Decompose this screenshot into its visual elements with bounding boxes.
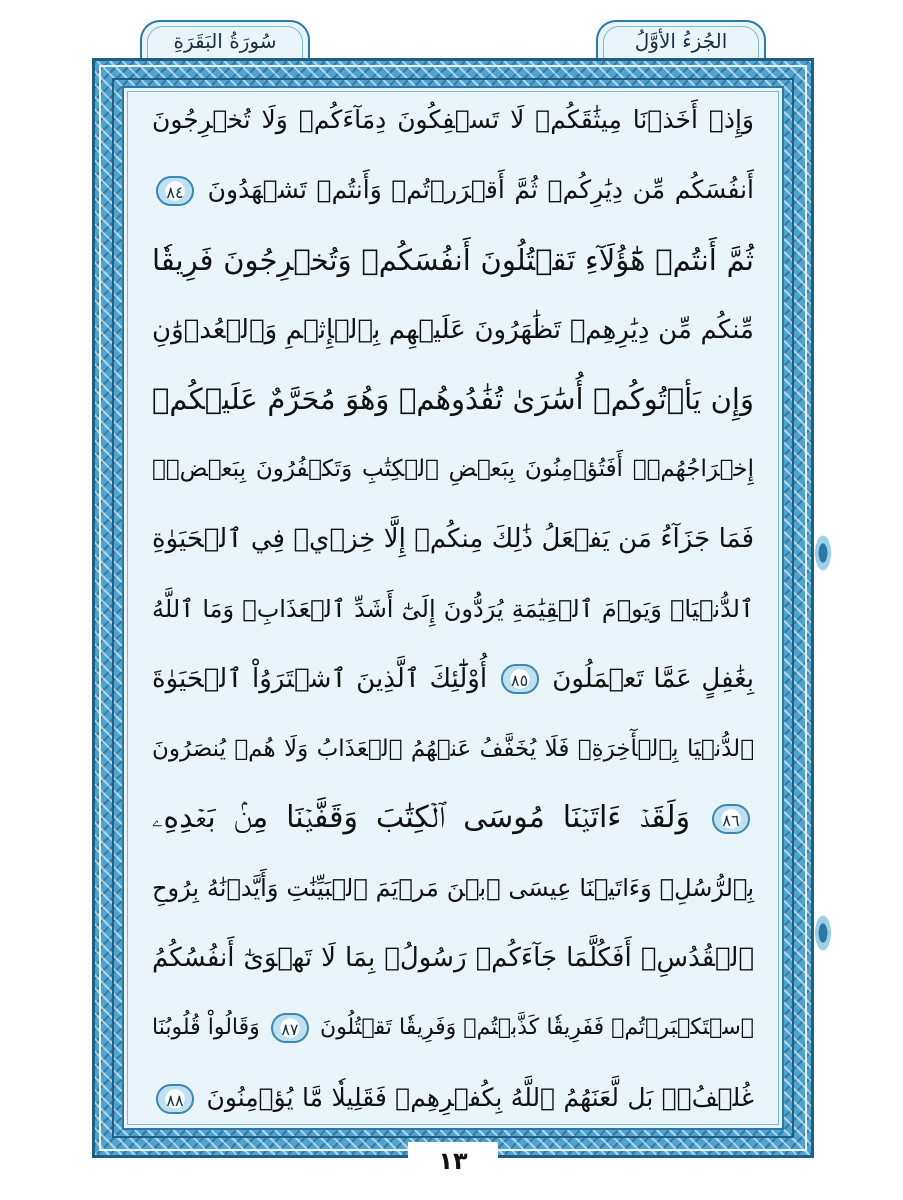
line-text: فَمَا جَزَآءُ مَن يَفۡعَلُ ذَٰلِكَ مِنكُمۡ إِلَّا خِزۡيٞ فِي ٱلۡحَيَوٰةِ: [152, 524, 754, 555]
line-text: ٱلدُّنۡيَا بِٱلۡأٓخِرَةِۖ فَلَا يُخَفَّفُ عَنۡهُمُ ٱلۡعَذَابُ وَلَا هُمۡ يُنصَرُونَ: [152, 735, 754, 762]
text-area: [122, 86, 784, 1130]
verse-line-12: [152, 868, 754, 908]
ayah-number-marker: ٨٧: [271, 1013, 309, 1043]
verse-line-14: [152, 1008, 754, 1048]
margin-medallion-icon: [813, 911, 833, 955]
line-text: وَإِذۡ أَخَذۡنَا مِيثَٰقَكُمۡ لَا تَسۡفِكُونَ دِمَآءَكُمۡ وَلَا تُخۡرِجُونَ: [152, 105, 754, 134]
line-text: بِٱلرُّسُلِۖ وَءَاتَيۡنَا عِيسَى ٱبۡنَ مَرۡيَمَ ٱلۡبَيِّنَٰتِ وَأَيَّدۡنَٰهُ بِرُوحِ: [152, 874, 754, 903]
verse-line-5: [152, 379, 754, 419]
ornamental-frame: [92, 58, 814, 1158]
line-text: مِّنكُم مِّن دِيَٰرِهِمۡ تَظَٰهَرُونَ عَلَيۡهِم بِٱلۡإِثۡمِ وَٱلۡعُدۡوَٰنِ: [152, 314, 754, 345]
verse-line-3: [152, 240, 754, 280]
ayah-number-marker: ٨٦: [712, 804, 750, 834]
line-text: إِخۡرَاجُهُمۡۚ أَفَتُؤۡمِنُونَ بِبَعۡضِ ٱلۡكِتَٰبِ وَتَكۡفُرُونَ بِبَعۡضٖۚ: [152, 456, 754, 483]
mushaf-page: [92, 20, 814, 1180]
verse-line-7: [152, 519, 754, 559]
line-text: ثُمَّ أَنتُمۡ هَٰٓؤُلَآءِ تَقۡتُلُونَ أَنفُسَكُمۡ وَتُخۡرِجُونَ فَرِيقٗا: [152, 242, 754, 277]
page-number: ١٣: [438, 1147, 468, 1175]
surah-name-label: سُورَةُ البَقَرَةِ: [173, 29, 277, 53]
juz-cartouche: [596, 20, 766, 60]
line-text: ٱلدُّنۡيَاۖ وَيَوۡمَ ٱلۡقِيَٰمَةِ يُرَدُّونَ إِلَىٰٓ أَشَدِّ ٱلۡعَذَابِۗ وَمَا ٱللَّهُ: [152, 594, 754, 623]
margin-medallion-icon: [813, 531, 833, 575]
verse-line-9: [152, 659, 754, 699]
juz-label: الجُزءُ الأوَّلُ: [634, 29, 728, 53]
verse-line-4: [152, 310, 754, 350]
verse-line-15: [152, 1078, 754, 1118]
verse-line-13: [152, 938, 754, 978]
surah-name-cartouche: [140, 20, 310, 60]
verse-line-2: [152, 170, 754, 210]
verse-line-6: [152, 449, 754, 489]
verse-line-1: [152, 100, 754, 140]
line-text-after: أُوْلَٰٓئِكَ ٱلَّذِينَ ٱشۡتَرَوُاْ ٱلۡحَيَوٰةَ: [152, 663, 488, 694]
line-text: وَإِن يَأۡتُوكُمۡ أُسَٰرَىٰ تُفَٰدُوهُمۡ وَهُوَ مُحَرَّمٌ عَلَيۡكُمۡ: [152, 382, 754, 417]
page-number-box: [408, 1142, 498, 1180]
verse-line-11: [152, 798, 754, 838]
verse-line-10: [152, 729, 754, 769]
line-text: ٱسۡتَكۡبَرۡتُمۡ فَفَرِيقٗا كَذَّبۡتُمۡ وَفَرِيقٗا تَقۡتُلُونَ: [320, 1014, 754, 1040]
ayah-number-marker: ٨٨: [156, 1084, 194, 1114]
verse-lines: [152, 100, 754, 1118]
line-text: بِغَٰفِلٍ عَمَّا تَعۡمَلُونَ: [552, 663, 755, 694]
verse-line-8: [152, 589, 754, 629]
ayah-number-marker: ٨٤: [156, 176, 194, 206]
line-text: غُلۡفُۢۚ بَل لَّعَنَهُمُ ٱللَّهُ بِكُفۡرِهِمۡ فَقَلِيلٗا مَّا يُؤۡمِنُونَ: [206, 1082, 754, 1112]
ayah-number-marker: ٨٥: [501, 664, 539, 694]
line-text-after: وَقَالُواْ قُلُوبُنَا: [152, 1014, 260, 1040]
line-text: ٱلۡقُدُسِۗ أَفَكُلَّمَا جَآءَكُمۡ رَسُولُۢ بِمَا لَا تَهۡوَىٰٓ أَنفُسُكُمُ: [152, 943, 754, 974]
line-text: أَنفُسَكُم مِّن دِيَٰرِكُمۡ ثُمَّ أَقۡرَرۡتُمۡ وَأَنتُمۡ تَشۡهَدُونَ: [207, 174, 755, 204]
line-text-after: وَلَقَدۡ ءَاتَيۡنَا مُوسَى ٱلۡكِتَٰبَ وَقَفَّيۡنَا مِنۢ بَعۡدِهِۦ: [152, 800, 691, 836]
